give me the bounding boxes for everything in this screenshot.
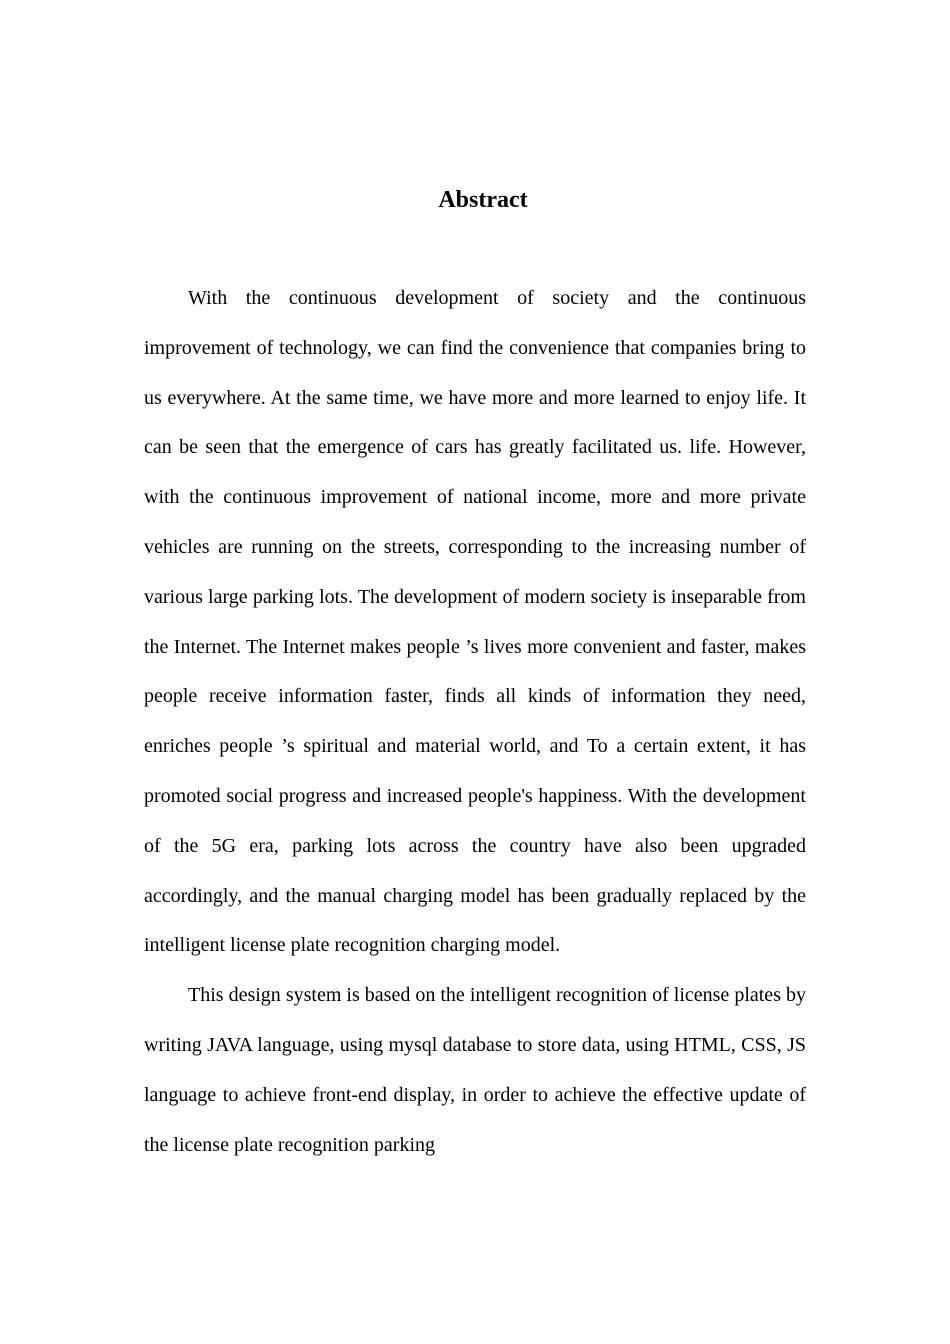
abstract-body <box>144 274 806 1224</box>
abstract-paragraph-1: With the continuous development of society and the continuous improvement of technology, we can find the convenience that companies bring to us everywhere. At the same time, we have more and more learned to enjoy life. It can be seen that the emergence of cars has greatly facilitated us. life. However, with the continuous improvement of national income, more and more private vehicles are running on the streets, corresponding to the increasing number of various large parking lots. The development of modern society is inseparable from the Internet. The Internet makes people ’s lives more convenient and faster, makes people receive information faster, finds all kinds of information they need, enriches people ’s spiritual and material world, and To a certain extent, it has promoted social progress and increased people's happiness. With the development of the 5G era, parking lots across the country have also been upgraded accordingly, and the manual charging model has been gradually replaced by the intelligent license plate recognition charging model. <box>144 287 806 957</box>
abstract-title: Abstract <box>438 187 528 213</box>
abstract-paragraph-2: This design system is based on the intelligent recognition of license plates by writing JAVA language, using mysql database to store data, using HTML, CSS, JS language to achieve front-end display, in order to achieve the effective update of the license plate recognition parking <box>144 984 806 1156</box>
